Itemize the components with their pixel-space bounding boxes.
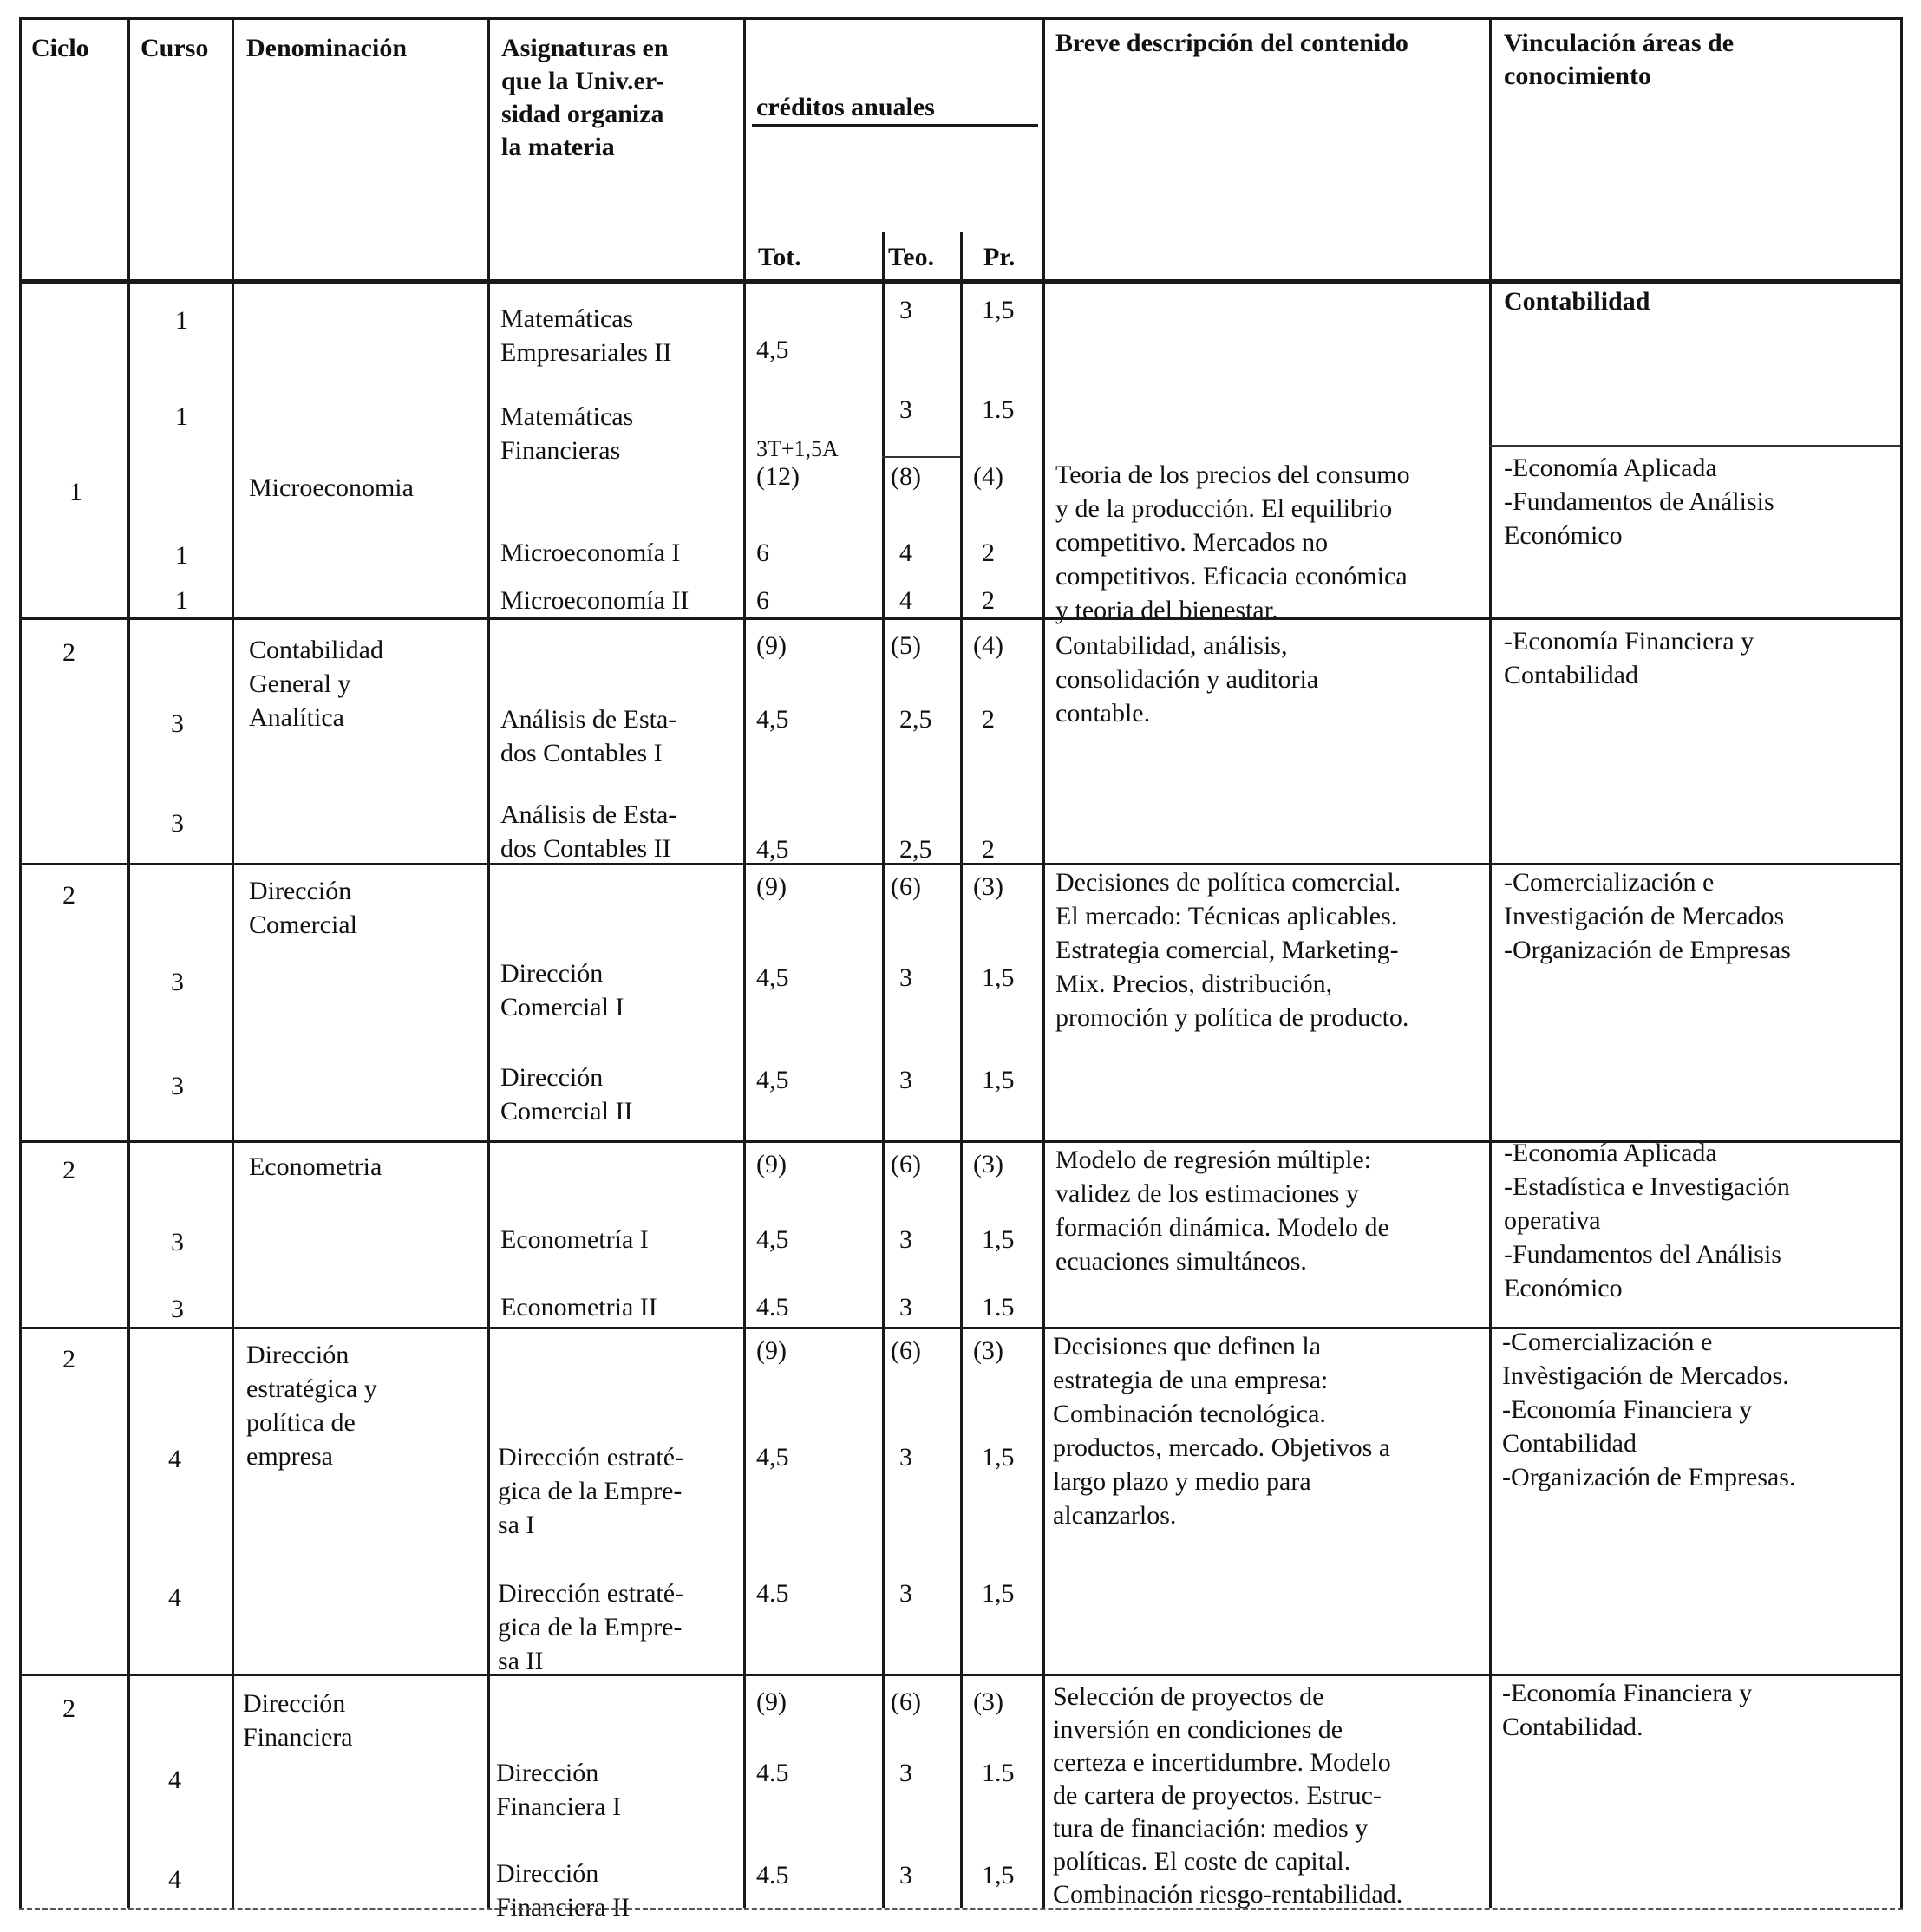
cell-pr: 1.5 [982, 1293, 1015, 1322]
header-ciclo: Ciclo [31, 34, 89, 62]
cell-asignatura: Análisis de Esta- dos Contables I [500, 705, 677, 767]
cell-teo-total: (6) [891, 1687, 921, 1716]
table-row-contabilidad [19, 617, 1903, 863]
cell-curso: 3 [171, 1295, 184, 1323]
cell-pr: 1,5 [982, 1443, 1015, 1472]
cell-teo: 3 [899, 1443, 912, 1472]
cell-pr-total: (4) [973, 631, 1003, 660]
table-row-direccion-estrategica [19, 1327, 1903, 1674]
cell-curso: 1 [175, 306, 188, 335]
cell-pr: 1,5 [982, 1066, 1015, 1094]
cell-pr-total: (3) [973, 872, 1003, 901]
cell-pr-total: (3) [973, 1150, 1003, 1178]
table-row-econometria [19, 1140, 1903, 1327]
cell-tot: 6 [756, 538, 769, 567]
header-descripcion: Breve descripción del contenido [1055, 29, 1408, 57]
cell-curso: 1 [175, 586, 188, 615]
cell-pr: 2 [982, 705, 995, 734]
cell-teo-total: (6) [891, 872, 921, 901]
cell-teo-total: (8) [891, 462, 921, 491]
cell-vinculacion: -Comercialización e Invèstigación de Mercados. -Economía Financiera y Contabilidad -Organización de Empresas. [1502, 1328, 1796, 1491]
header-teo: Teo. [888, 243, 935, 271]
cell-teo: 3 [899, 963, 912, 992]
cell-descripcion: Selección de proyectos de inversión en condiciones de certeza e incertidumbre. Modelo de cartera de proyectos. Estruc- tura de financiación: medios y políticas. El coste de capital. Combinación riesgo-rentabilidad. [1053, 1682, 1403, 1909]
cell-denominacion: Microeconomia [249, 473, 414, 502]
cell-asignatura: Econometria II [500, 1293, 657, 1322]
cell-curso: 3 [171, 1072, 184, 1100]
table-row-direccion-financiera [19, 1674, 1903, 1922]
cell-curso: 4 [168, 1583, 181, 1612]
header-pr: Pr. [983, 243, 1016, 271]
cell-curso: 4 [168, 1766, 181, 1794]
cell-descripcion: Contabilidad, análisis, consolidación y auditoria contable. [1055, 631, 1319, 728]
cell-tot: 4.5 [756, 1861, 789, 1890]
cell-tot-total: (9) [756, 631, 787, 660]
cell-tot-total: (9) [756, 1150, 787, 1178]
cell-curso: 3 [171, 709, 184, 738]
cell-asignatura: Dirección estraté- gica de la Empre- sa I [498, 1443, 684, 1539]
cell-curso: 4 [168, 1865, 181, 1894]
cell-tot: 4,5 [756, 1066, 789, 1094]
cell-tot: 3T+1,5A [756, 436, 839, 461]
cell-vinculacion: -Economía Aplicada -Estadística e Investigación operativa -Fundamentos del Análisis Económico [1504, 1139, 1790, 1302]
cell-asignatura: Análisis de Esta- dos Contables II [500, 800, 677, 863]
cell-pr: 2 [982, 586, 995, 615]
cell-ciclo: 2 [62, 1694, 75, 1723]
cell-pr: 1,5 [982, 1861, 1015, 1890]
cell-tot: 4,5 [756, 963, 789, 992]
cell-teo: 3 [899, 395, 912, 424]
cell-curso: 3 [171, 968, 184, 996]
cell-pr: 1,5 [982, 1225, 1015, 1254]
creditos-underline [752, 124, 1038, 127]
cell-tot: 6 [756, 586, 769, 615]
cell-ciclo: 2 [62, 881, 75, 910]
table-bottom-border [19, 1908, 1903, 1910]
cell-pr: 2 [982, 835, 995, 864]
cell-teo: 3 [899, 1225, 912, 1254]
cell-tot-total: (9) [756, 1336, 787, 1365]
cell-asignatura: Microeconomía I [500, 538, 681, 567]
header-asignaturas: Asignaturas en que la Univ.er- sidad organiza la materia [501, 34, 669, 161]
curriculum-table [19, 17, 1903, 1922]
cell-teo: 4 [899, 538, 912, 567]
cell-pr: 1,5 [982, 1579, 1015, 1608]
cell-curso: 4 [168, 1445, 181, 1473]
cell-descripcion: Decisiones que definen la estrategia de una empresa: Combinación tecnológica. productos, mercado. Objetivos a largo plazo y medio para alcanzarlos. [1053, 1332, 1391, 1530]
cell-denominacion: Dirección Financiera [243, 1689, 353, 1752]
cell-denominacion: Econometria [249, 1152, 382, 1181]
header-vinculacion: Vinculación áreas de conocimiento [1504, 29, 1735, 90]
cell-teo: 3 [899, 1861, 912, 1890]
cell-pr-total: (4) [973, 462, 1003, 491]
cell-pr: 1.5 [982, 1759, 1015, 1787]
cell-vinculacion: -Economía Aplicada -Fundamentos de Análisis Económico [1504, 454, 1774, 550]
header-tot: Tot. [758, 243, 801, 271]
cell-vinculacion: -Economía Financiera y Contabilidad [1504, 627, 1754, 689]
cell-teo-total: (6) [891, 1150, 921, 1178]
cell-asignatura: Matemáticas Empresariales II [500, 304, 672, 367]
cell-pr: 1,5 [982, 963, 1015, 992]
cell-asignatura: Microeconomía II [500, 586, 689, 615]
cell-teo: 3 [899, 1293, 912, 1322]
cell-tot-total: (12) [756, 462, 800, 491]
cell-tot: 4.5 [756, 1293, 789, 1322]
cell-ciclo: 1 [69, 478, 82, 506]
cell-teo: 3 [899, 1066, 912, 1094]
table-header [19, 17, 1903, 282]
cell-tot: 4.5 [756, 1759, 789, 1787]
cell-tot: 4,5 [756, 705, 789, 734]
cell-tot: 4,5 [756, 835, 789, 864]
cell-vinculacion: Contabilidad [1504, 287, 1650, 316]
table-row-microeconomia [19, 282, 1903, 624]
cell-denominacion: Contabilidad General y Analítica [249, 636, 383, 732]
cell-teo: 2,5 [899, 835, 932, 864]
cell-descripcion: Decisiones de política comercial. El mercado: Técnicas aplicables. Estrategia comercial, Marketing- Mix. Precios, distribución, promoción y política de producto. [1055, 868, 1409, 1032]
cell-curso: 3 [171, 1228, 184, 1256]
cell-curso: 1 [175, 402, 188, 431]
cell-descripcion: Teoria de los precios del consumo y de la producción. El equilibrio competitivo. Mercados no competitivos. Eficacia económica y teoria del bienestar. [1055, 460, 1410, 624]
header-denominacion: Denominación [246, 34, 408, 62]
cell-ciclo: 2 [62, 1156, 75, 1185]
cell-ciclo: 2 [62, 1345, 75, 1374]
cell-denominacion: Dirección Comercial [249, 877, 357, 939]
cell-teo-total: (5) [891, 631, 921, 660]
cell-teo: 4 [899, 586, 912, 615]
cell-pr-total: (3) [973, 1687, 1003, 1716]
cell-tot: 4.5 [756, 1579, 789, 1608]
cell-asignatura: Dirección estraté- gica de la Empre- sa II [498, 1579, 684, 1675]
cell-teo: 3 [899, 1759, 912, 1787]
cell-vinculacion: -Comercialización e Investigación de Mercados -Organización de Empresas [1504, 868, 1791, 964]
cell-pr: 2 [982, 538, 995, 567]
cell-asignatura: Dirección Financiera I [496, 1759, 622, 1821]
cell-tot-total: (9) [756, 1687, 787, 1716]
cell-denominacion: Dirección estratégica y política de empresa [246, 1341, 377, 1471]
cell-pr: 1,5 [982, 296, 1015, 324]
cell-curso: 3 [171, 809, 184, 838]
cell-ciclo: 2 [62, 638, 75, 667]
cell-teo-total: (6) [891, 1336, 921, 1365]
cell-asignatura: Dirección Financiera II [496, 1859, 631, 1922]
cell-tot: 4,5 [756, 336, 789, 364]
cell-descripcion: Modelo de regresión múltiple: validez de los estimaciones y formación dinámica. Modelo de ecuaciones simultáneos. [1055, 1145, 1389, 1276]
cell-asignatura: Dirección Comercial II [500, 1063, 633, 1126]
cell-pr: 1.5 [982, 395, 1015, 424]
cell-curso: 1 [175, 541, 188, 570]
cell-pr-total: (3) [973, 1336, 1003, 1365]
cell-tot-total: (9) [756, 872, 787, 901]
cell-tot: 4,5 [756, 1225, 789, 1254]
cell-teo: 2,5 [899, 705, 932, 734]
header-curso: Curso [140, 34, 209, 62]
cell-asignatura: Econometría I [500, 1225, 649, 1254]
cell-vinculacion: -Economía Financiera y Contabilidad. [1502, 1679, 1753, 1741]
cell-teo: 3 [899, 296, 912, 324]
cell-tot: 4,5 [756, 1443, 789, 1472]
cell-teo: 3 [899, 1579, 912, 1608]
cell-asignatura: Matemáticas Financieras [500, 402, 634, 465]
header-creditos: créditos anuales [756, 93, 935, 121]
table-row-direccion-comercial [19, 863, 1903, 1140]
cell-asignatura: Dirección Comercial I [500, 959, 624, 1021]
